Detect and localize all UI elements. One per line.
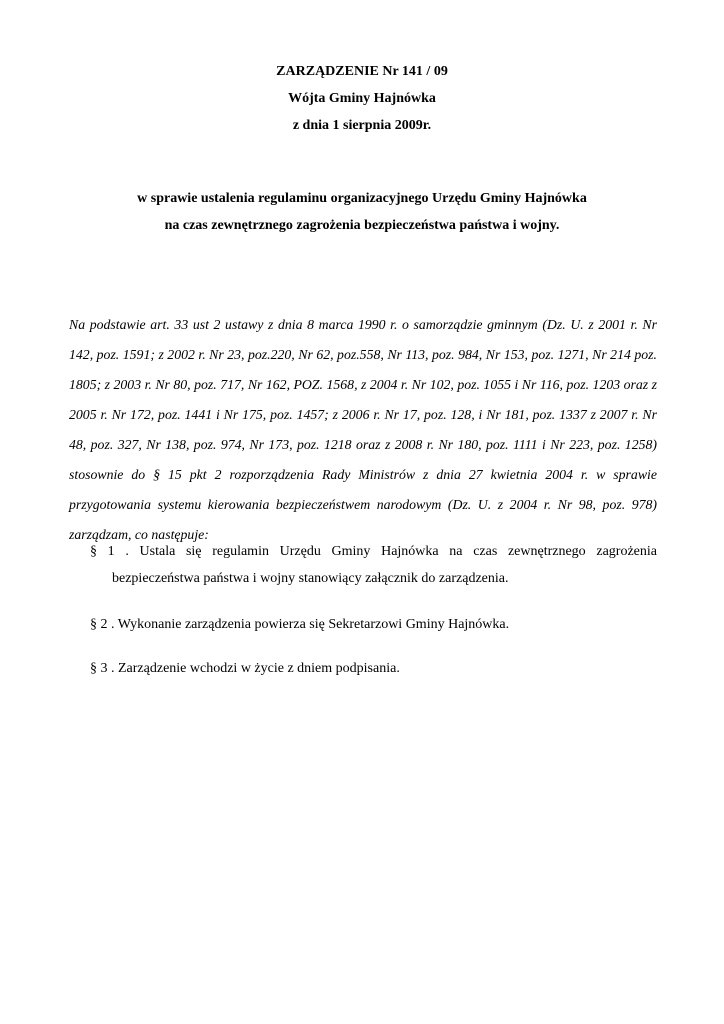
document-title: ZARZĄDZENIE Nr 141 / 09 (276, 64, 448, 79)
document-date: z dnia 1 sierpnia 2009r. (292, 118, 432, 133)
subject-line-1: w sprawie ustalenia regulaminu organizacyjnego Urzędu Gminy Hajnówka (137, 191, 587, 206)
document-header (0, 58, 724, 139)
section-3: § 3 . Zarządzenie wchodzi w życie z dniem podpisania. (90, 661, 400, 676)
document-issuer: Wójta Gminy Hajnówka (288, 91, 436, 106)
section-2: § 2 . Wykonanie zarządzenia powierza się Sekretarzowi Gminy Hajnówka. (90, 617, 510, 632)
subject-line-2: na czas zewnętrznego zagrożenia bezpieczeństwa państwa i wojny. (164, 218, 560, 233)
document-subject (0, 185, 724, 239)
legal-basis-paragraph: Na podstawie art. 33 ust 2 ustawy z dnia 8 marca 1990 r. o samorządzie gminnym (Dz. U. z 2001 r. Nr 142, poz. 1591; z 2002 r. Nr 23, poz.220, Nr 62, poz.558, Nr 113, poz. 984, Nr 153, poz. 1271, Nr 214 poz. 1805; z 2003 r. Nr 80, poz. 717, Nr 162, POZ. 1568, z 2004 r. Nr 102, poz. 1055 i Nr 116, poz. 1203 oraz z 2005 r. Nr 172, poz. 1441 i Nr 175, poz. 1457; z 2006 r. Nr 17, poz. 128, i Nr 181, poz. 1337 z 2007 r. Nr 48, poz. 327, Nr 138, poz. 974, Nr 173, poz. 1218 oraz z 2008 r. Nr 180, poz. 1111 i Nr 223, poz. 1258) stosownie do § 15 pkt 2 rozporządzenia Rady Ministrów z dnia 27 kwietnia 2004 r. w sprawie przygotowania systemu kierowania bezpieczeństwem narodowym (Dz. U. z 2004 r. Nr 98, poz. 978) zarządzam, co następuje: (69, 317, 657, 542)
section-1: § 1 . Ustala się regulamin Urzędu Gminy Hajnówka na czas zewnętrznego zagrożenia bezpieczeństwa państwa i wojny stanowiący załącznik do zarządzenia. (90, 544, 657, 586)
